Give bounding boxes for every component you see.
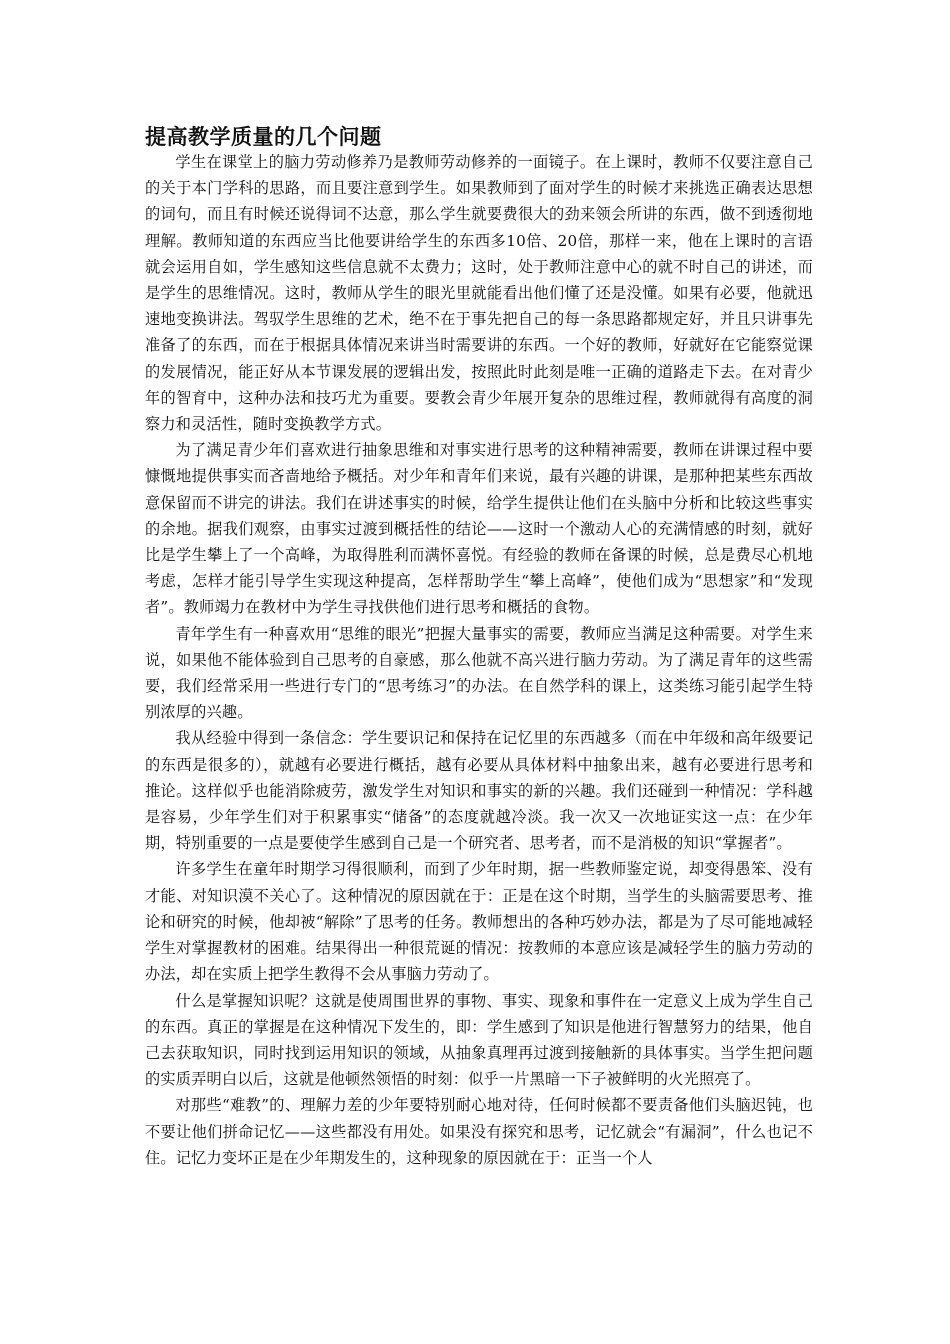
paragraph-4: 我从经验中得到一条信念：学生要识记和保持在记忆里的东西越多（而在中年级和高年级要记的东西是很多的），就越有必要进行概括，越有必要从具体材料中抽象出来，越有必要进行思考和推论。这样似乎也能消除疲劳，激发学生对知识和事实的新的兴趣。我们还碰到一种情况：学科越是容易，少年学生们对于积累事实“储备”的态度就越冷淡。我一次又一次地证实这一点：在少年期，特别重要的一点是要使学生感到自己是一个研究者、思考者，而不是消极的知识“掌握者”。 <box>145 729 813 853</box>
document-page <box>145 123 813 1171</box>
paragraph-2: 为了满足青少年们喜欢进行抽象思维和对事实进行思考的这种精神需要，教师在讲课过程中要慷慨地提供事实而吝啬地给予概括。对少年和青年们来说，最有兴趣的讲课，是那种把某些东西故意保留而不讲完的讲法。我们在讲述事实的时候，给学生提供让他们在头脑中分析和比较这些事实的余地。据我们观察，由事实过渡到概括性的结论——这时一个激动人心的充满情感的时刻，就好比是学生攀上了一个高峰，为取得胜利而满怀喜悦。有经验的教师在备课的时候，总是费尽心机地考虑，怎样才能引导学生实现这种提高，怎样帮助学生“攀上高峰”，使他们成为“思想家”和“发现者”。教师竭力在教材中为学生寻找供他们进行思考和概括的食物。 <box>145 441 813 617</box>
document-title: 提高教学质量的几个问题 <box>145 125 382 149</box>
paragraph-7: 对那些“难教”的、理解力差的少年要特别耐心地对待，任何时候都不要责备他们头脑迟钝，也不要让他们拼命记忆——这些都没有用处。如果没有探究和思考，记忆就会“有漏洞”，什么也记不住。记忆力变坏正是在少年期发生的，这种现象的原因就在于：正当一个人 <box>145 1096 813 1167</box>
paragraph-3: 青年学生有一种喜欢用“思维的眼光”把握大量事实的需要，教师应当满足这种需要。对学生来说，如果他不能体验到自己思考的自豪感，那么他就不高兴进行脑力劳动。为了满足青年的这些需要，我们经常采用一些进行专门的“思考练习”的办法。在自然学科的课上，这类练习能引起学生特别浓厚的兴趣。 <box>145 624 813 722</box>
paragraph-5: 许多学生在童年时期学习得很顺利，而到了少年时期，据一些教师鉴定说，却变得愚笨、没有才能、对知识漠不关心了。这种情况的原因就在于：正是在这个时期，当学生的头脑需要思考、推论和研究的时候，他却被“解除”了思考的任务。教师想出的各种巧妙办法，都是为了尽可能地减轻学生对掌握教材的困难。结果得出一种很荒诞的情况：按教师的本意应该是减轻学生的脑力劳动的办法，却在实质上把学生教得不会从事脑力劳动了。 <box>145 860 813 984</box>
paragraph-1: 学生在课堂上的脑力劳动修养乃是教师劳动修养的一面镜子。在上课时，教师不仅要注意自己的关于本门学科的思路，而且要注意到学生。如果教师到了面对学生的时候才来挑选正确表达思想的词句，而且有时候还说得词不达意，那么学生就要费很大的劲来领会所讲的东西，做不到透彻地理解。教师知道的东西应当比他要讲给学生的东西多10倍、20倍，那样一来，他在上课时的言语就会运用自如，学生感知这些信息就不太费力；这时，处于教师注意中心的就不时自己的讲述，而是学生的思维情况。这时，教师从学生的眼光里就能看出他们懂了还是没懂。如果有必要，他就迅速地变换讲法。驾驭学生思维的艺术，绝不在于事先把自己的每一条思路都规定好，并且只讲事先准备了的东西，而在于根据具体情况来讲当时需要讲的东西。一个好的教师，好就好在它能察觉课的发展情况，能正好从本节课发展的逻辑出发，按照此时此刻是唯一正确的道路走下去。在对青少年的智育中，这种办法和技巧尤为重要。要教会青少年展开复杂的思维过程，教师就得有高度的洞察力和灵活性，随时变换教学方式。 <box>145 153 813 434</box>
paragraph-6: 什么是掌握知识呢？这就是使周围世界的事物、事实、现象和事件在一定意义上成为学生自己的东西。真正的掌握是在这种情况下发生的，即：学生感到了知识是他进行智慧努力的结果，他自己去获取知识，同时找到运用知识的领域，从抽象真理再过渡到接触新的具体事实。当学生把问题的实质弄明白以后，这就是他顿然领悟的时刻：似乎一片黑暗一下子被鲜明的火光照亮了。 <box>145 991 813 1089</box>
